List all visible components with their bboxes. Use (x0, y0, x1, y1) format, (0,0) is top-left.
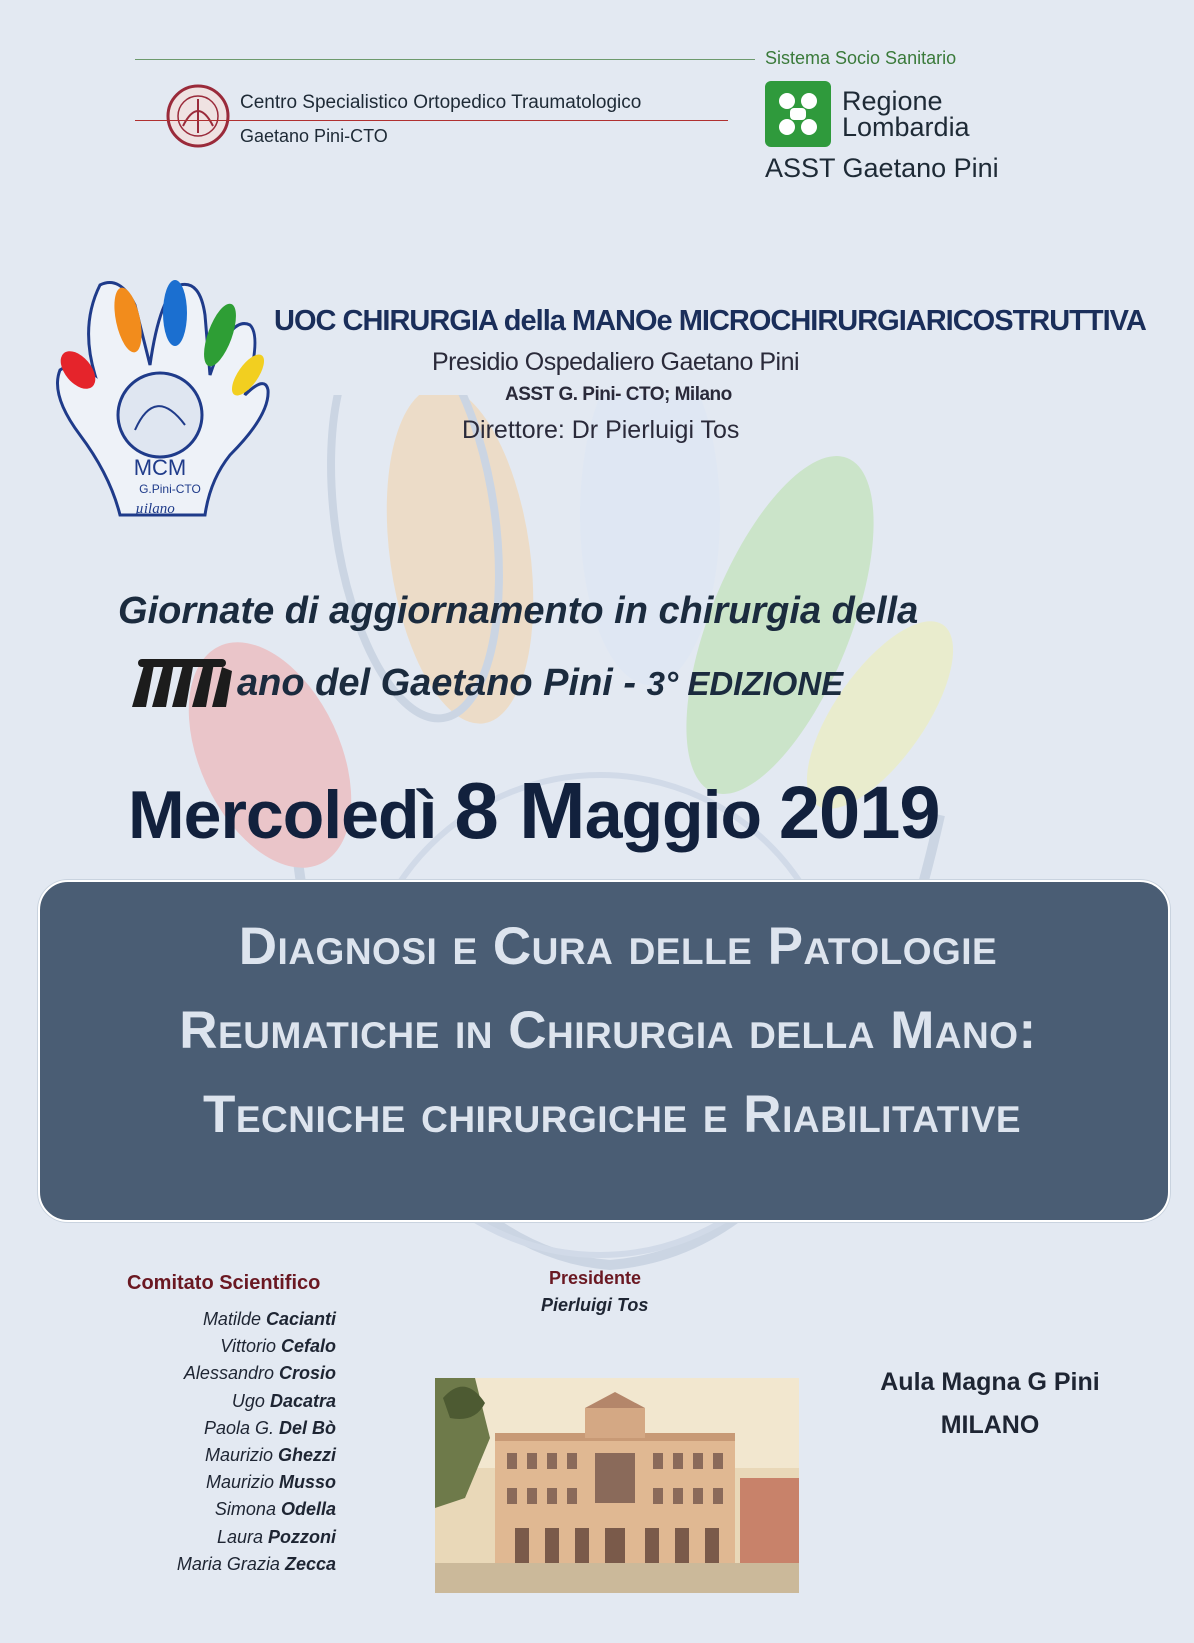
hands-m-icon (130, 657, 234, 709)
committee-title: Comitato Scientifico (127, 1272, 321, 1294)
presidio-name: Presidio Ospedaliero Gaetano Pini (432, 348, 800, 376)
date-month-initial: M (519, 766, 585, 855)
regione-lombardia-icon (765, 81, 831, 147)
member-last-name: Cacianti (265, 1309, 336, 1329)
course-title-line2: Reumatiche in Chirurgia della Mano: (179, 1001, 1037, 1060)
cto-subtitle: Gaetano Pini-CTO (240, 126, 388, 146)
venue-name: Aula Magna G Pini (880, 1368, 1100, 1396)
committee-member (128, 1442, 336, 1469)
committee-member (128, 1496, 336, 1523)
committee-member (128, 1469, 336, 1496)
course-title-line3: Tecniche chirurgiche e Riabilitative (202, 1085, 1022, 1144)
asst-milano: ASST G. Pini- CTO; Milano (505, 384, 732, 405)
member-last-name: Odella (280, 1499, 336, 1520)
event-date (128, 765, 940, 857)
committee-member (128, 1306, 336, 1333)
sistema-socio-sanitario: Sistema Socio Sanitario (765, 48, 957, 68)
committee-member (128, 1524, 336, 1551)
member-first-name: Alessandro (183, 1363, 279, 1384)
event-title-line2-text: ano del Gaetano Pini - (237, 662, 647, 704)
date-year: 2019 (778, 771, 940, 854)
cto-name: Centro Specialistico Ortopedico Traumatologico (240, 92, 642, 113)
venue-city: MILANO (940, 1411, 1040, 1439)
asst-gaetano-pini: ASST Gaetano Pini (765, 153, 999, 183)
date-number: 8 (454, 766, 520, 855)
header-rule (135, 59, 755, 60)
president-title: Presidente (549, 1268, 642, 1288)
member-first-name: Simona (214, 1499, 281, 1520)
member-last-name: Cefalo (280, 1336, 336, 1357)
lombardia-label: Lombardia (842, 112, 970, 142)
course-title-line1: Diagnosi e Cura delle Patologie (238, 917, 998, 976)
committee-member (128, 1360, 336, 1387)
mcm-logo-line3: µilano (135, 501, 175, 517)
member-first-name: Ugo (231, 1390, 270, 1411)
mcm-logo-line2: G.Pini-CTO (139, 482, 201, 496)
member-last-name: Dacatra (269, 1390, 336, 1411)
department-title: UOC CHIRURGIA della MANOe MICROCHIRURGIARICOSTRUTTIVA (274, 305, 1146, 337)
mcm-logo-line1: MCM (133, 455, 187, 480)
event-title-line1: Giornate di aggiornamento in chirurgia della (118, 590, 919, 632)
member-first-name: Maurizio (204, 1445, 278, 1466)
committee-member (128, 1388, 336, 1415)
regione-label: Regione (842, 86, 943, 116)
member-first-name: Laura (216, 1526, 268, 1547)
member-first-name: Maurizio (205, 1472, 279, 1493)
committee-list (128, 1306, 336, 1578)
hospital-building-image (435, 1378, 799, 1593)
committee-member (128, 1333, 336, 1360)
event-title-line2 (237, 662, 843, 705)
cto-emblem-icon (163, 81, 233, 151)
date-day: Mercoledì (128, 777, 455, 853)
member-first-name: Paola G. (203, 1417, 279, 1438)
member-first-name: Maria Grazia (176, 1553, 285, 1574)
cto-rule (135, 120, 728, 121)
mcm-hand-logo (40, 265, 270, 540)
member-last-name: Zecca (284, 1553, 336, 1574)
member-last-name: Del Bò (278, 1417, 336, 1438)
date-month: aggio (584, 777, 779, 853)
member-last-name: Musso (278, 1472, 336, 1493)
president-name: Pierluigi Tos (541, 1295, 649, 1315)
director-line: Direttore: Dr Pierluigi Tos (462, 416, 740, 444)
member-last-name: Ghezzi (277, 1445, 336, 1466)
member-first-name: Vittorio (220, 1336, 281, 1357)
committee-member (128, 1551, 336, 1578)
member-last-name: Pozzoni (268, 1526, 336, 1547)
committee-member (128, 1415, 336, 1442)
edition-label: 3° EDIZIONE (646, 665, 844, 702)
course-title-banner (38, 880, 1170, 1222)
member-first-name: Matilde (202, 1309, 266, 1329)
member-last-name: Crosio (278, 1363, 336, 1384)
